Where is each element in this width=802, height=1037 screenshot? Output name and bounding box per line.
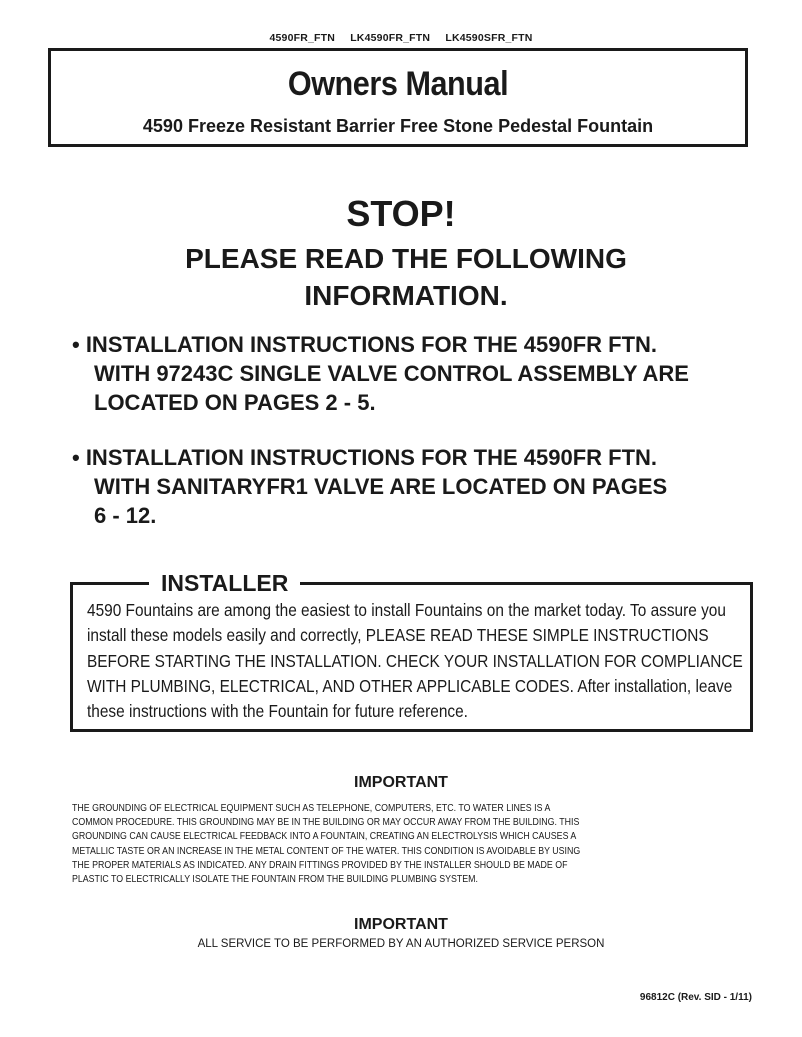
bullet-line: 6 - 12. <box>94 503 157 528</box>
bullet-line: • INSTALLATION INSTRUCTIONS FOR THE 4590FR FTN. <box>72 332 658 357</box>
title-box <box>48 48 748 147</box>
document-number: 96812C (Rev. SID - 1/11) <box>639 992 752 1003</box>
installer-line: install these models easily and correctly, PLEASE READ THESE SIMPLE INSTRUCTIONS <box>87 625 709 646</box>
notice-line: COMMON PROCEDURE. THIS GROUNDING MAY BE IN THE BUILDING OR MAY OCCUR AWAY FROM THE BUILDING. THIS <box>72 816 580 829</box>
installer-line: these instructions with the Fountain for future reference. <box>87 701 468 722</box>
instruction-bullet <box>72 443 772 530</box>
model-number: LK4590SFR_FTN <box>445 32 533 44</box>
bullet-line: WITH 97243C SINGLE VALVE CONTROL ASSEMBLY ARE <box>94 361 689 386</box>
heading-line: PLEASE READ THE FOLLOWING <box>185 243 627 274</box>
notice-line: GROUNDING CAN CAUSE ELECTRICAL FEEDBACK INTO A FOUNTAIN, CREATING AN ELECTROLYSIS WHICH CAUSES A <box>72 830 577 843</box>
installer-line: 4590 Fountains are among the easiest to install Fountains on the market today. To assure you <box>87 600 726 620</box>
model-number: LK4590FR_FTN <box>350 32 431 44</box>
bullet-line: • INSTALLATION INSTRUCTIONS FOR THE 4590FR FTN. <box>72 445 658 470</box>
notice-line: THE PROPER MATERIALS AS INDICATED. ANY DRAIN FITTINGS PROVIDED BY THE INSTALLER SHOULD BE MADE OF <box>72 858 568 871</box>
notice-line: THE GROUNDING OF ELECTRICAL EQUIPMENT SUCH AS TELEPHONE, COMPUTERS, ETC. TO WATER LINES IS A <box>72 802 551 814</box>
model-number: 4590FR_FTN <box>269 32 336 44</box>
manual-subtitle: 4590 Freeze Resistant Barrier Free Stone Pedestal Fountain <box>142 116 654 136</box>
instruction-bullet <box>72 330 772 417</box>
manual-title: Owners Manual <box>287 65 509 103</box>
model-numbers <box>0 32 802 44</box>
important-heading: IMPORTANT <box>354 916 448 933</box>
notice-line: METALLIC TASTE OR AN INCREASE IN THE METAL CONTENT OF THE WATER. THIS CONDITION IS AVOIDABLE BY USING <box>72 844 581 857</box>
installer-text <box>87 598 743 724</box>
notice-line: PLASTIC TO ELECTRICALLY ISOLATE THE FOUNTAIN FROM THE BUILDING PLUMBING SYSTEM. <box>72 873 478 886</box>
important-heading: IMPORTANT <box>354 774 448 791</box>
bullet-line: LOCATED ON PAGES 2 - 5. <box>94 390 376 415</box>
bullet-line: WITH SANITARYFR1 VALVE ARE LOCATED ON PAGES <box>94 474 668 499</box>
heading-line: INFORMATION. <box>304 280 508 311</box>
installer-line: WITH PLUMBING, ELECTRICAL, AND OTHER APPLICABLE CODES. After installation, leave <box>87 675 733 696</box>
read-following-heading <box>0 240 802 314</box>
installer-line: BEFORE STARTING THE INSTALLATION. CHECK YOUR INSTALLATION FOR COMPLIANCE <box>87 650 743 671</box>
service-notice: ALL SERVICE TO BE PERFORMED BY AN AUTHORIZED SERVICE PERSON <box>197 938 605 950</box>
installer-label: INSTALLER <box>149 571 300 595</box>
stop-heading: STOP! <box>346 193 456 234</box>
grounding-notice <box>72 801 736 886</box>
installer-box <box>70 570 753 732</box>
